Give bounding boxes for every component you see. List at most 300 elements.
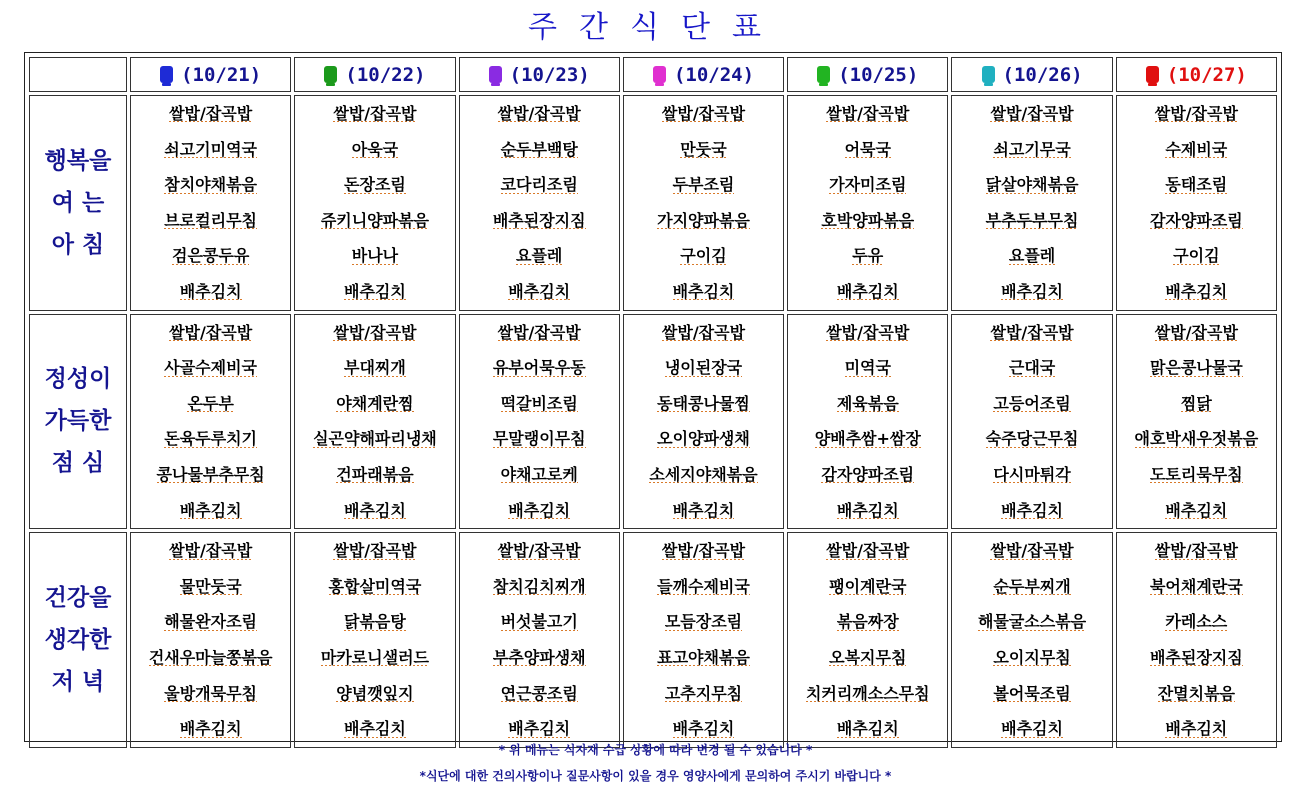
menu-item [1117, 533, 1276, 569]
menu-item-text: 쌀밥/잡곡밥 [169, 322, 253, 342]
meal-label-line: 가득한 [44, 408, 112, 435]
menu-cell [787, 532, 948, 748]
menu-item-text: 제육볶음 [836, 393, 899, 413]
menu-item-text: 부대찌개 [344, 358, 406, 378]
menu-item-text: 배추된장지짐 [1149, 647, 1243, 667]
menu-item [624, 640, 783, 676]
menu-item [788, 604, 947, 640]
menu-item [295, 640, 454, 676]
menu-item-text: 야채계란찜 [336, 393, 414, 413]
menu-item [1117, 386, 1276, 422]
menu-cell [787, 314, 948, 530]
menu-item-text: 배추김치 [672, 719, 735, 739]
menu-item-text: 오이양파생채 [657, 429, 750, 449]
menu-item-text: 양배추쌈+쌈장 [814, 429, 921, 449]
menu-cell [623, 314, 784, 530]
menu-item-text: 배추김치 [344, 500, 406, 520]
menu-item-text: 배추김치 [1001, 281, 1063, 301]
menu-item [131, 132, 290, 168]
day-header-wed [459, 57, 620, 92]
menu-item-text: 애호박새우젓볶음 [1134, 429, 1259, 449]
menu-item-text: 야채고로케 [500, 464, 578, 484]
menu-item-text: 쇠고기무국 [993, 139, 1071, 159]
menu-item-text: 울방개묵무침 [164, 683, 258, 703]
menu-item-text: 볼어묵조림 [993, 683, 1071, 703]
menu-item-text: 들깨수제비국 [657, 576, 750, 596]
menu-item-text: 연근콩조림 [500, 683, 578, 703]
menu-list [624, 533, 783, 747]
menu-list [788, 533, 947, 747]
menu-cell [294, 95, 455, 311]
menu-item [131, 493, 290, 529]
menu-item [624, 386, 783, 422]
menu-item-text: 쌀밥/잡곡밥 [661, 104, 746, 123]
menu-item [295, 315, 454, 351]
tuesday-icon [324, 66, 337, 83]
menu-item-text: 참치야채볶음 [164, 175, 258, 195]
menu-cell [294, 314, 455, 530]
menu-item [788, 238, 947, 274]
menu-item [624, 274, 783, 310]
menu-item-text: 소세지야채볶음 [649, 464, 758, 484]
menu-cell [459, 314, 620, 530]
menu-item-text: 팽이계란국 [829, 576, 907, 596]
menu-item [624, 315, 783, 351]
menu-item [295, 421, 454, 457]
menu-item-text: 코다리조림 [500, 175, 578, 195]
menu-item [624, 569, 783, 605]
menu-item-text: 해물굴소스볶음 [977, 612, 1087, 632]
menu-item-text: 배추된장지짐 [492, 210, 586, 230]
day-header-mon [130, 57, 291, 92]
menu-item [460, 569, 619, 605]
menu-item-text: 두부조림 [672, 175, 735, 195]
menu-item [460, 96, 619, 132]
menu-item [952, 457, 1111, 493]
menu-item-text: 배추김치 [1001, 719, 1063, 739]
menu-item-text: 동태콩나물찜 [657, 393, 750, 413]
menu-cell [294, 532, 455, 748]
menu-item [788, 676, 947, 712]
menu-item [952, 676, 1111, 712]
menu-item-text: 닭볶음탕 [344, 612, 406, 632]
menu-item-text: 검은콩두유 [172, 246, 250, 266]
menu-item [1117, 640, 1276, 676]
menu-item [460, 132, 619, 168]
day-header-thu [623, 57, 784, 92]
menu-item [131, 238, 290, 274]
menu-item [295, 96, 454, 132]
menu-item [131, 96, 290, 132]
menu-item-text: 배추김치 [179, 719, 242, 739]
menu-item-text: 카레소스 [1165, 612, 1228, 632]
menu-item-text: 북어채계란국 [1149, 576, 1243, 596]
menu-item-text: 부추양파생채 [492, 647, 586, 667]
menu-item-text: 실곤약해파리냉채 [313, 429, 437, 449]
menu-item [295, 569, 454, 605]
menu-item-text: 어묵국 [844, 139, 891, 159]
menu-list [460, 96, 619, 310]
menu-item-text: 고추지무침 [664, 683, 743, 703]
day-label: (10/26) [1002, 63, 1083, 86]
meal-label-line: 아 침 [51, 231, 105, 258]
menu-item-text: 두유 [852, 246, 884, 266]
menu-item [295, 533, 454, 569]
menu-item [131, 421, 290, 457]
menu-item-text: 쥬키니양파볶음 [320, 210, 430, 230]
menu-item [460, 350, 619, 386]
menu-list [952, 96, 1111, 310]
menu-item-text: 배추김치 [1165, 719, 1228, 739]
menu-item [624, 238, 783, 274]
menu-item [952, 96, 1111, 132]
menu-item-text: 오이지무침 [993, 647, 1071, 667]
day-header-tue [294, 57, 455, 92]
menu-item [624, 676, 783, 712]
menu-item [295, 457, 454, 493]
sunday-icon [1146, 66, 1159, 83]
menu-item [1117, 96, 1276, 132]
menu-item-text: 배추김치 [179, 500, 242, 520]
menu-item [131, 604, 290, 640]
menu-item [131, 676, 290, 712]
menu-item [624, 167, 783, 203]
menu-item [624, 493, 783, 529]
menu-item-text: 맑은콩나물국 [1149, 358, 1243, 378]
menu-item [295, 132, 454, 168]
menu-item [131, 315, 290, 351]
menu-item-text: 찜닭 [1180, 393, 1212, 413]
menu-item-text: 해물완자조림 [164, 612, 258, 632]
menu-item-text: 도토리묵무침 [1149, 464, 1243, 484]
menu-item [788, 569, 947, 605]
menu-item [1117, 493, 1276, 529]
menu-list [295, 96, 454, 310]
menu-item-text: 배추김치 [836, 281, 899, 301]
menu-item-text: 감자양파조림 [821, 464, 915, 484]
menu-item-text: 냉이된장국 [664, 358, 743, 378]
menu-item [788, 167, 947, 203]
menu-item-text: 쌀밥/잡곡밥 [990, 541, 1074, 561]
menu-item-text: 쌀밥/잡곡밥 [990, 104, 1074, 123]
menu-item [131, 274, 290, 310]
menu-cell [787, 95, 948, 311]
menu-item-text: 물만둣국 [179, 576, 242, 596]
menu-item [295, 493, 454, 529]
menu-list [295, 533, 454, 747]
day-label: (10/24) [673, 63, 755, 86]
menu-item-text: 유부어묵우동 [492, 358, 586, 378]
menu-item [952, 315, 1111, 351]
menu-item-text: 쌀밥/잡곡밥 [661, 322, 746, 342]
menu-item-text: 쌀밥/잡곡밥 [1154, 104, 1238, 123]
menu-list [624, 315, 783, 529]
menu-item [1117, 421, 1276, 457]
menu-item [295, 386, 454, 422]
menu-item [952, 350, 1111, 386]
menu-item-text: 닭살야채볶음 [985, 175, 1079, 195]
meal-label-line: 저 녁 [51, 668, 105, 695]
menu-item-text: 동태조림 [1165, 175, 1228, 195]
menu-item-text: 순두부백탕 [500, 139, 578, 159]
menu-item [952, 386, 1111, 422]
menu-item-text: 표고야채볶음 [657, 647, 750, 667]
menu-item [460, 421, 619, 457]
corner-cell [29, 57, 127, 92]
day-header-sat [951, 57, 1112, 92]
menu-item [624, 421, 783, 457]
menu-item-text: 요플레 [1008, 246, 1056, 266]
menu-item-text: 양념깻잎지 [336, 683, 414, 703]
menu-item [788, 386, 947, 422]
menu-item [295, 167, 454, 203]
menu-item [788, 533, 947, 569]
meal-label-lunch [29, 314, 127, 530]
menu-item [460, 457, 619, 493]
menu-item-text: 호박양파볶음 [821, 210, 915, 230]
menu-item [131, 569, 290, 605]
menu-item-text: 배추김치 [344, 719, 406, 739]
meal-label-line: 정성이 [44, 366, 112, 393]
menu-item [952, 203, 1111, 239]
menu-item-text: 오복지무침 [829, 647, 907, 667]
menu-cell [951, 532, 1112, 748]
day-label: (10/27) [1166, 63, 1247, 86]
menu-item [788, 640, 947, 676]
menu-list [131, 96, 290, 310]
menu-item [624, 604, 783, 640]
menu-item [788, 421, 947, 457]
meal-row-lunch [29, 314, 1277, 530]
menu-item-text: 쌀밥/잡곡밥 [1154, 322, 1238, 342]
menu-item [952, 493, 1111, 529]
menu-item [788, 493, 947, 529]
menu-item-text: 배추김치 [344, 281, 406, 301]
menu-cell [459, 532, 620, 748]
menu-item [788, 274, 947, 310]
menu-cell [623, 95, 784, 311]
menu-item [460, 386, 619, 422]
menu-item-text: 쌀밥/잡곡밥 [826, 541, 910, 561]
menu-item-text: 순두부찌개 [993, 576, 1071, 596]
menu-item-text: 만둣국 [680, 139, 727, 159]
menu-item [952, 604, 1111, 640]
menu-item [131, 350, 290, 386]
menu-item-text: 쌀밥/잡곡밥 [1154, 541, 1238, 561]
meal-label-breakfast [29, 95, 127, 311]
menu-cell [1116, 532, 1277, 748]
menu-item-text: 근대국 [1008, 358, 1056, 378]
menu-item-text: 사골수제비국 [164, 358, 258, 378]
menu-cell [623, 532, 784, 748]
saturday-icon [982, 66, 995, 83]
menu-item-text: 감자양파조림 [1149, 210, 1243, 230]
menu-item [952, 533, 1111, 569]
menu-cell [459, 95, 620, 311]
page-title: 주간식단표 [528, 10, 783, 45]
menu-item-text: 쌀밥/잡곡밥 [661, 541, 746, 561]
menu-item-text: 잔멸치볶음 [1157, 683, 1235, 703]
menu-item [788, 315, 947, 351]
menu-list [460, 315, 619, 529]
menu-item-text: 배추김치 [672, 500, 735, 520]
meal-label-line: 행복을 [44, 147, 112, 174]
menu-item-text: 무말랭이무침 [492, 429, 586, 449]
menu-item [460, 533, 619, 569]
menu-item [1117, 350, 1276, 386]
menu-list [952, 533, 1111, 747]
menu-item-text: 고등어조림 [993, 393, 1071, 413]
menu-item-text: 부추두부무침 [985, 210, 1079, 230]
menu-item [952, 238, 1111, 274]
menu-item-text: 버섯불고기 [500, 612, 578, 632]
menu-cell [130, 95, 291, 311]
menu-item-text: 숙주당근무침 [985, 429, 1079, 449]
menu-item-text: 배추김치 [672, 281, 735, 301]
menu-item [952, 167, 1111, 203]
menu-item [952, 132, 1111, 168]
menu-item-text: 홍합살미역국 [328, 576, 422, 596]
menu-item-text: 배추김치 [1165, 281, 1228, 301]
menu-item [295, 238, 454, 274]
menu-item-text: 쌀밥/잡곡밥 [826, 322, 910, 342]
menu-item [1117, 167, 1276, 203]
menu-item [624, 96, 783, 132]
menu-item [131, 386, 290, 422]
menu-item-text: 배추김치 [179, 281, 242, 301]
menu-item [1117, 604, 1276, 640]
meal-label-line: 여 는 [51, 189, 105, 216]
menu-list [295, 315, 454, 529]
menu-list [1117, 315, 1276, 529]
menu-list [624, 96, 783, 310]
menu-item [1117, 132, 1276, 168]
menu-item [131, 640, 290, 676]
menu-item-text: 배추김치 [508, 719, 571, 739]
menu-item-text: 치커리깨소스무침 [805, 683, 930, 703]
menu-item-text: 구이김 [680, 246, 727, 266]
menu-item [1117, 315, 1276, 351]
menu-item [1117, 274, 1276, 310]
weekly-menu-table [26, 54, 1280, 751]
menu-item-text: 쌀밥/잡곡밥 [333, 322, 417, 342]
menu-item-text: 구이김 [1173, 246, 1220, 266]
notice-contact: *식단에 대한 건의사항이나 질문사항이 있을 경우 영양사에게 문의하여 주시기 바랍니다 * [419, 769, 892, 783]
menu-item [460, 167, 619, 203]
menu-cell [1116, 95, 1277, 311]
menu-item [460, 676, 619, 712]
menu-cell [130, 532, 291, 748]
menu-cell [130, 314, 291, 530]
menu-item [788, 350, 947, 386]
menu-item [788, 457, 947, 493]
menu-item [788, 132, 947, 168]
menu-item-text: 볶음짜장 [836, 612, 899, 632]
menu-item [952, 640, 1111, 676]
menu-item [624, 350, 783, 386]
menu-list [1117, 96, 1276, 310]
day-header-fri [787, 57, 948, 92]
day-label: (10/23) [509, 63, 590, 86]
menu-item-text: 돈육두루치기 [164, 429, 258, 449]
menu-item-text: 바나나 [351, 246, 399, 266]
menu-list [788, 96, 947, 310]
menu-list [131, 315, 290, 529]
menu-item [788, 203, 947, 239]
menu-item [952, 274, 1111, 310]
menu-item-text: 쌀밥/잡곡밥 [826, 104, 910, 123]
menu-item [1117, 676, 1276, 712]
meal-label-line: 건강을 [44, 584, 112, 611]
menu-item [952, 569, 1111, 605]
menu-item [131, 533, 290, 569]
menu-item-text: 콩나물부추무침 [156, 464, 265, 484]
menu-item [131, 457, 290, 493]
header-row [29, 57, 1277, 92]
menu-item [624, 203, 783, 239]
menu-item [295, 676, 454, 712]
meal-label-line: 생각한 [44, 626, 112, 653]
menu-item-text: 건새우마늘쫑볶음 [148, 647, 273, 667]
menu-item-text: 미역국 [844, 358, 891, 378]
menu-item [460, 238, 619, 274]
menu-item-text: 다시마튀각 [993, 464, 1071, 484]
menu-item-text: 브로컬리무침 [164, 210, 258, 230]
menu-item [295, 350, 454, 386]
menu-item-text: 떡갈비조림 [500, 393, 578, 413]
menu-cell [951, 314, 1112, 530]
menu-item-text: 아욱국 [351, 139, 399, 159]
menu-item-text: 쌀밥/잡곡밥 [497, 322, 581, 342]
menu-item [295, 604, 454, 640]
meal-row-dinner [29, 532, 1277, 748]
menu-item [788, 96, 947, 132]
menu-item-text: 배추김치 [1165, 500, 1228, 520]
meal-label-line: 점 심 [51, 450, 105, 477]
menu-item-text: 건파래볶음 [336, 464, 414, 484]
menu-item-text: 쌀밥/잡곡밥 [333, 104, 417, 123]
menu-item [295, 203, 454, 239]
menu-item [624, 132, 783, 168]
menu-item-text: 가지양파볶음 [657, 210, 750, 230]
menu-list [952, 315, 1111, 529]
menu-item [624, 457, 783, 493]
menu-item-text: 모듬장조림 [664, 612, 743, 632]
menu-item [460, 315, 619, 351]
menu-item-text: 온두부 [187, 393, 234, 413]
menu-item [460, 274, 619, 310]
menu-item [460, 203, 619, 239]
menu-item-text: 배추김치 [508, 281, 571, 301]
menu-list [131, 533, 290, 747]
menu-item [1117, 238, 1276, 274]
menu-item [1117, 569, 1276, 605]
meal-row-breakfast [29, 95, 1277, 311]
menu-item [1117, 457, 1276, 493]
menu-item-text: 배추김치 [1001, 500, 1063, 520]
menu-list [460, 533, 619, 747]
menu-item-text: 쌀밥/잡곡밥 [497, 541, 581, 561]
menu-item [1117, 203, 1276, 239]
menu-item [952, 421, 1111, 457]
menu-item-text: 돈장조림 [344, 175, 406, 195]
day-label: (10/21) [181, 63, 262, 86]
menu-item-text: 쌀밥/잡곡밥 [497, 104, 581, 123]
menu-item [460, 640, 619, 676]
menu-list [1117, 533, 1276, 747]
menu-item-text: 쌀밥/잡곡밥 [169, 104, 253, 123]
menu-item-text: 요플레 [516, 246, 563, 266]
